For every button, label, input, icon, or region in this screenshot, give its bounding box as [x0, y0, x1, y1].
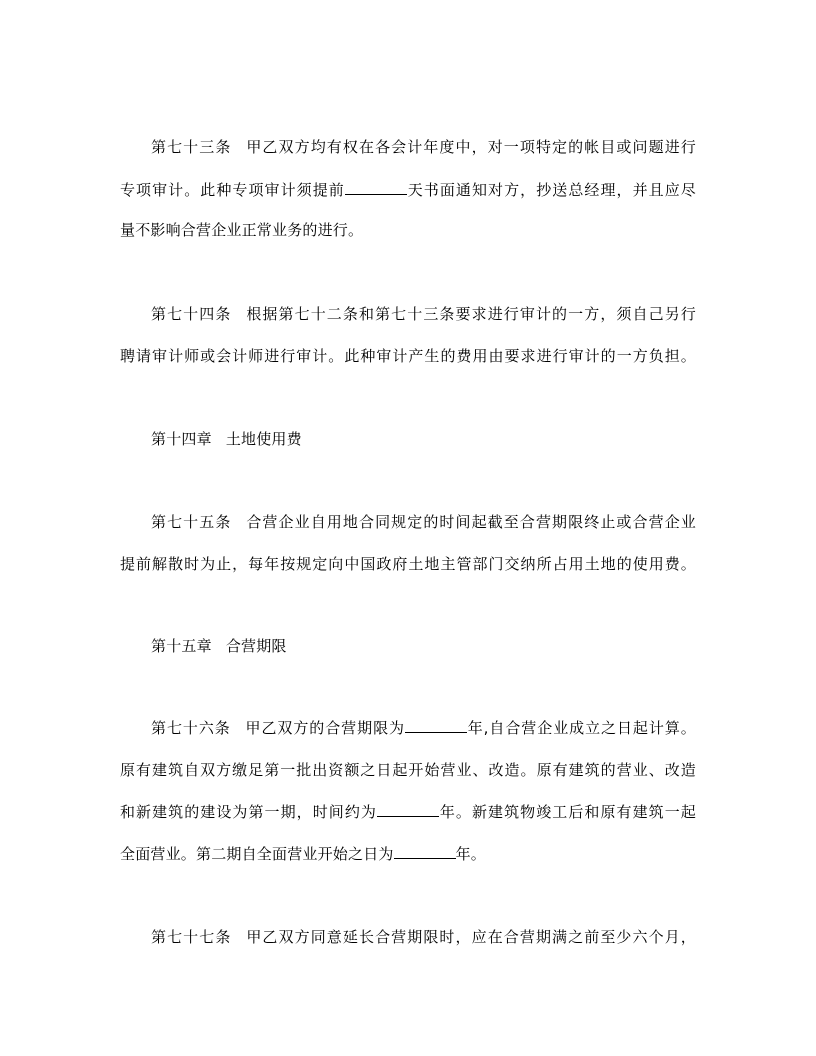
chapter-15-title: 合营期限	[225, 637, 287, 655]
article-77-line-1	[151, 927, 696, 947]
article-74-text-1: 根据第七十二条和第七十三条要求进行审计的一方，须自己另行	[245, 305, 696, 323]
term-years-blank	[405, 718, 467, 733]
article-74-text-2: 聘请审计师或会计师进行审计。此种审计产生的费用由要求进行审计的一方负担。	[120, 347, 696, 365]
article-76-line-4	[120, 844, 696, 864]
article-74-line-2	[120, 346, 696, 366]
article-76-text-1a: 甲乙双方的合营期限为	[244, 719, 405, 737]
phase-two-years-blank	[394, 844, 456, 859]
article-76-text-2: 原有建筑自双方缴足第一批出资额之日起开始营业、改造。原有建筑的营业、改造	[120, 761, 696, 779]
article-75-text-2: 提前解散时为止，每年按规定向中国政府土地主管部门交纳所占用土地的使用费。	[120, 555, 696, 573]
article-74-line-1	[151, 304, 696, 324]
article-76-text-3b: 年。新建筑物竣工后和原有建筑一起	[439, 803, 696, 821]
article-73-text-1: 甲乙双方均有权在各会计年度中，对一项特定的帐目或问题进行	[245, 138, 696, 156]
article-77-text-1: 甲乙双方同意延长合营期限时，应在合营期满之前至少六个月，	[245, 928, 696, 946]
article-76-text-4a: 全面营业。第二期自全面营业开始之日为	[120, 845, 394, 863]
days-blank	[345, 180, 407, 195]
chapter-14-title: 土地使用费	[225, 430, 302, 448]
article-76-line-3	[120, 802, 696, 822]
article-76-text-1b: 年,自合营企业成立之日起计算。	[466, 719, 696, 737]
article-76-line-1	[151, 718, 696, 738]
article-76-text-3a: 和新建筑的建设为第一期，时间约为	[120, 803, 377, 821]
article-73-text-3: 量不影响合营企业正常业务的进行。	[120, 221, 364, 239]
article-76-line-2	[120, 760, 696, 780]
article-75-line-2	[120, 554, 696, 574]
chapter-15-number: 第十五章	[151, 637, 212, 655]
chapter-15-heading	[151, 636, 696, 656]
article-73-text-2b: 天书面通知对方，抄送总经理，并且应尽	[406, 181, 696, 199]
article-73-line-2	[120, 180, 696, 200]
article-73-number: 第七十三条	[151, 138, 232, 156]
chapter-14-heading	[151, 429, 696, 449]
chapter-14-number: 第十四章	[151, 430, 212, 448]
article-73-text-2a: 专项审计。此种专项审计须提前	[120, 181, 345, 199]
article-75-text-1: 合营企业自用地合同规定的时间起截至合营期限终止或合营企业	[245, 513, 696, 531]
article-76-text-4b: 年。	[455, 845, 487, 863]
article-73-line-1	[151, 137, 696, 157]
article-73-line-3	[120, 220, 696, 240]
article-75-number: 第七十五条	[151, 513, 232, 531]
article-74-number: 第七十四条	[151, 305, 232, 323]
article-75-line-1	[151, 512, 696, 532]
article-77-number: 第七十七条	[151, 928, 232, 946]
phase-one-years-blank	[377, 802, 439, 817]
article-76-number: 第七十六条	[151, 719, 231, 737]
